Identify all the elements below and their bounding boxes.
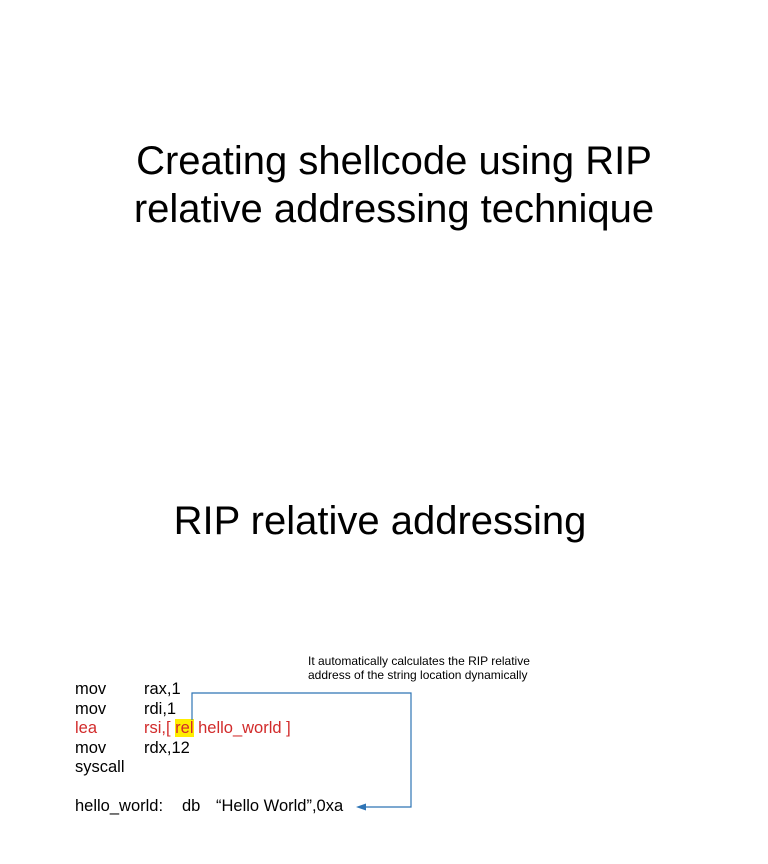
instruction-arg-post: hello_world ] bbox=[193, 719, 291, 737]
data-directive: db bbox=[182, 797, 201, 815]
slide-title-line-2: relative addressing technique bbox=[133, 187, 655, 231]
rel-keyword-highlight: rel bbox=[175, 719, 194, 737]
slide-title-line-1: Creating shellcode using RIP bbox=[136, 139, 652, 183]
data-label: hello_world: bbox=[75, 797, 164, 815]
arrow-head-icon bbox=[356, 804, 366, 811]
instruction-op: lea bbox=[75, 719, 98, 737]
arrow-connector-line bbox=[192, 693, 411, 807]
instruction-op: mov bbox=[75, 699, 107, 718]
instruction-arg: rdx,12 bbox=[144, 738, 190, 757]
annotation-line-2: address of the string location dynamically bbox=[308, 668, 528, 682]
instruction-arg: rax,1 bbox=[144, 680, 181, 698]
instruction-arg-pre: rsi,[ bbox=[144, 719, 176, 737]
instruction-op: mov bbox=[75, 680, 107, 698]
instruction-op: mov bbox=[75, 738, 107, 757]
section-title: RIP relative addressing bbox=[173, 499, 587, 543]
data-value: “Hello World”,0xa bbox=[216, 797, 344, 815]
instruction-arg: rdi,1 bbox=[144, 699, 177, 718]
instruction-op: syscall bbox=[75, 758, 125, 776]
annotation-line-1: It automatically calculates the RIP relative bbox=[308, 654, 530, 668]
